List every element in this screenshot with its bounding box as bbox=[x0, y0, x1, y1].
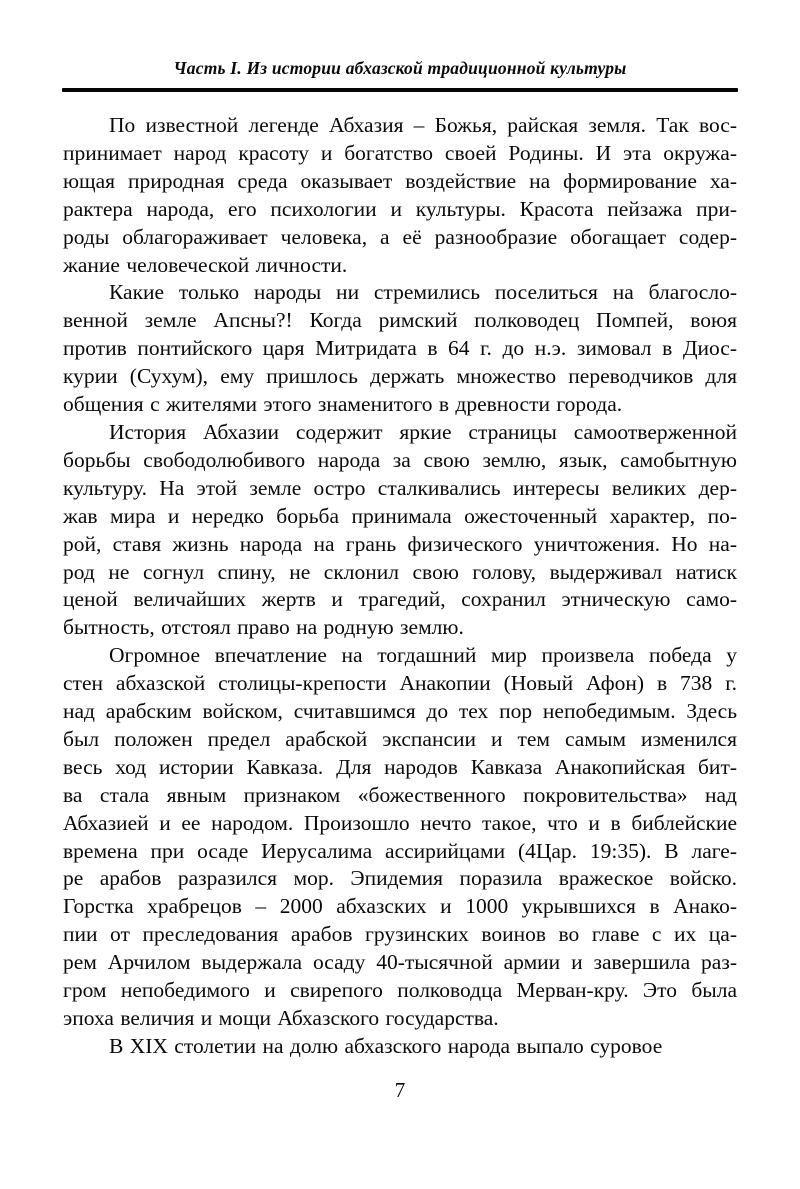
text-line: рой, ставя жизнь народа на грань физического уничтожения. Но на- bbox=[63, 531, 737, 556]
text-line: общения с жителями этого знаменитого в древности города. bbox=[63, 392, 623, 417]
text-line: жание человеческой личности. bbox=[63, 252, 348, 277]
text-line: стен абхазской столицы-крепости Анакопии (Новый Афон) в 738 г. bbox=[63, 671, 737, 696]
text-line: весь ход истории Кавказа. Для народов Кавказа Анакопийская бит- bbox=[63, 754, 737, 779]
paragraph bbox=[63, 279, 737, 419]
text-line: Огромное впечатление на тогдашний мир произвела победа у bbox=[109, 643, 737, 668]
text-line: эпоха величия и мощи Абхазского государства. bbox=[63, 1006, 499, 1030]
text-line: В XIX столетии на долю абхазского народа выпало суровое bbox=[109, 1033, 663, 1058]
text-line: По известной легенде Абхазия – Божья, райская земля. Так вос- bbox=[109, 113, 737, 137]
text-line: роды облагораживает человека, а её разнообразие обогащает содер- bbox=[63, 224, 737, 249]
running-head-title: Часть I. Из истории абхазской традиционной культуры bbox=[173, 58, 627, 78]
text-line: гром непобедимого и свирепого полководца Мерван-кру. Это была bbox=[63, 978, 737, 1003]
paragraph bbox=[63, 1033, 737, 1061]
paragraph bbox=[63, 642, 737, 1033]
header-rule bbox=[62, 88, 738, 92]
text-line: времена при осаде Иерусалима ассирийцами (4Цар. 19:35). В лаге- bbox=[63, 838, 737, 863]
text-line: над арабским войском, считавшимся до тех пор непобедимым. Здесь bbox=[63, 699, 737, 724]
text-line: Абхазией и ее народом. Произошло нечто такое, что и в библейские bbox=[63, 810, 737, 835]
text-line: борьбы свободолюбивого народа за свою землю, язык, самобытную bbox=[63, 447, 737, 472]
text-line: ва стала явным признаком «божественного покровительства» над bbox=[63, 782, 737, 807]
text-line: ре арабов разразился мор. Эпидемия поразила вражеское войско. bbox=[63, 866, 737, 891]
text-line: Какие только народы ни стремились поселиться на благосло- bbox=[109, 280, 737, 305]
text-line: принимает народ красоту и богатство своей Родины. И эта окружа- bbox=[63, 140, 737, 165]
text-line: жав мира и нередко борьба принимала ожесточенный характер, по- bbox=[63, 503, 737, 528]
paragraph bbox=[63, 419, 737, 642]
page-number: 7 bbox=[394, 1078, 406, 1102]
text-line: рактера народа, его психологии и культуры. Красота пейзажа при- bbox=[63, 196, 737, 221]
text-line: рем Арчилом выдержала осаду 40-тысячной армии и завершила раз- bbox=[63, 950, 737, 975]
text-line: История Абхазии содержит яркие страницы самоотверженной bbox=[109, 419, 737, 444]
text-line: ценой величайших жертв и трагедий, сохранил этническую само- bbox=[63, 587, 737, 612]
body-text bbox=[63, 112, 737, 1061]
text-line: против понтийского царя Митридата в 64 г. до н.э. зимовал в Диос- bbox=[63, 336, 737, 361]
text-line: Горстка храбрецов – 2000 абхазских и 1000 укрывшихся в Анако- bbox=[63, 894, 737, 919]
text-line: венной земле Апсны?! Когда римский полководец Помпей, воюя bbox=[63, 308, 737, 333]
text-line: курии (Сухум), ему пришлось держать множество переводчиков для bbox=[63, 364, 737, 389]
text-line: род не согнул спину, не склонил свою голову, выдерживал натиск bbox=[63, 559, 737, 584]
text-line: бытность, отстоял право на родную землю. bbox=[63, 615, 464, 640]
text-line: пии от преследования арабов грузинских воинов во главе с их ца- bbox=[63, 922, 737, 947]
text-line: культуру. На этой земле остро сталкивались интересы великих дер- bbox=[63, 475, 737, 500]
text-line: был положен предел арабской экспансии и тем самым изменился bbox=[63, 726, 737, 751]
text-line: ющая природная среда оказывает воздействие на формирование ха- bbox=[63, 168, 737, 193]
paragraph bbox=[63, 112, 737, 279]
